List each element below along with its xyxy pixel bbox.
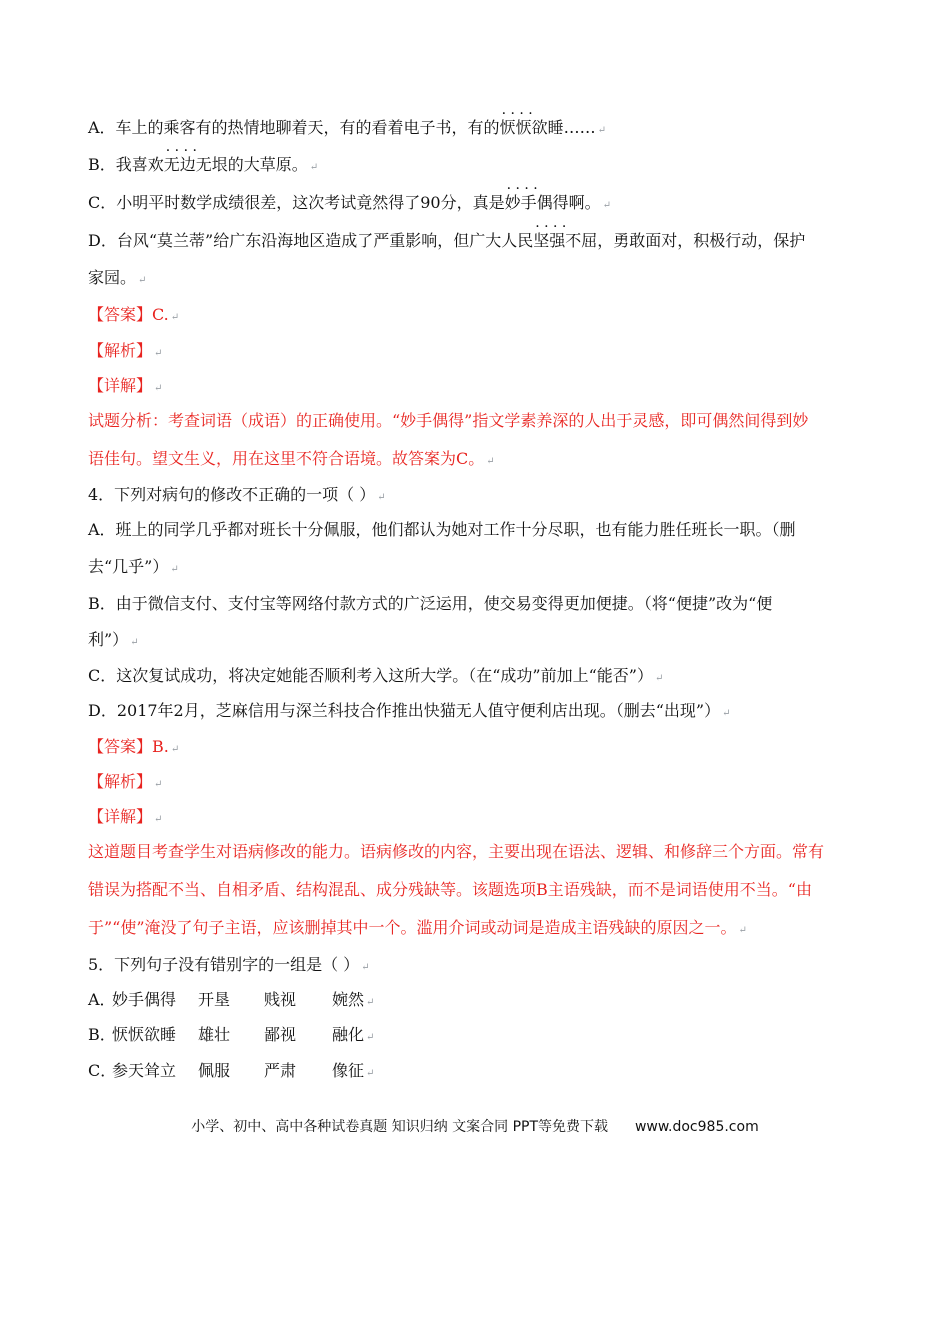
paragraph-mark-icon: ↵ <box>738 925 747 936</box>
q3-option-b <box>88 155 858 178</box>
footer-link[interactable]: www.doc985.com <box>634 1119 759 1135</box>
paragraph-mark-icon: ↵ <box>154 383 163 394</box>
q4-explanation-line1 <box>88 842 858 862</box>
q3-answer <box>88 305 858 328</box>
q4-option-b-line2-text: 利”） <box>88 630 129 649</box>
q4-option-b-line2 <box>88 630 858 653</box>
q3-explanation-text-1: 试题分析：考查词语（成语）的正确使用。“妙手偶得”指文学素养深的人出于灵感，即可偶然间得到妙 <box>88 411 809 430</box>
q3-option-d-line2 <box>88 268 858 291</box>
q3-option-c-emphasis: · · 妙手偶得 <box>505 193 569 213</box>
q3-option-d <box>88 231 858 251</box>
paragraph-mark-icon: ↵ <box>602 200 612 211</box>
q4-option-c-text: C．这次复试成功，将决定她能否顺利考入这所大学。（在“成功”前加上“能否”） <box>88 666 653 685</box>
q5-word: 婉然 <box>332 990 365 1009</box>
paragraph-mark-icon: ↵ <box>154 348 163 359</box>
q3-analysis-text: 【解析】 <box>88 341 153 360</box>
q4-explanation-text-2: 错误为搭配不当、自相矛盾、结构混乱、成分残缺等。该题选项B主语残缺，而不是词语使用不当。“由 <box>88 880 812 899</box>
q4-answer <box>88 737 858 760</box>
q4-option-d-text: D．2017年2月，芝麻信用与深兰科技合作推出快猫无人值守便利店出现。（删去“出现”） <box>88 701 721 720</box>
q4-explanation-line2 <box>88 880 858 900</box>
paragraph-mark-icon: ↵ <box>722 708 731 719</box>
q5-word: 像征 <box>332 1061 365 1080</box>
q5-word: 贱视 <box>264 990 297 1009</box>
q5-option-label: C． <box>88 1061 117 1080</box>
q3-explanation-text-2: 语佳句。望文生义，用在这里不符合语境。故答案为C。 <box>88 449 485 468</box>
q4-detail-text: 【详解】 <box>88 807 153 826</box>
q4-option-a-line2 <box>88 557 858 580</box>
q5-word: 恹恹欲睡 <box>112 1025 177 1044</box>
q3-option-a-ellipsis: …… <box>563 118 596 137</box>
q4-explanation-text-1: 这道题目考查学生对语病修改的能力。语病修改的内容，主要出现在语法、逻辑、和修辞三个方面。常有 <box>88 842 825 861</box>
q4-explanation-line3 <box>88 918 858 941</box>
q4-analysis-text: 【解析】 <box>88 772 153 791</box>
q4-analysis <box>88 772 858 795</box>
q5-word: 参天耸立 <box>112 1061 177 1080</box>
q3-option-b-tail: 的大草原。 <box>227 155 308 174</box>
q5-option-label: B． <box>88 1025 116 1044</box>
q3-option-d-text: D．台风“莫兰蒂”给广东沿海地区造成了严重影响，但广大人民 <box>88 231 534 250</box>
q3-option-d-tail: ，勇敢面对，积极行动，保护 <box>597 231 806 250</box>
paragraph-mark-icon: ↵ <box>138 275 147 286</box>
q5-option-a <box>88 990 858 1013</box>
paragraph-mark-icon: ↵ <box>170 744 180 755</box>
q4-stem <box>88 485 858 508</box>
paragraph-mark-icon: ↵ <box>486 456 495 467</box>
q4-option-a <box>88 520 858 540</box>
paragraph-mark-icon: ↵ <box>309 162 319 173</box>
footer-text: 小学、初中、高中各种试卷真题 知识归纳 文案合同 PPT等免费下载 <box>191 1119 609 1135</box>
q4-option-b-text: B．由于微信支付、支付宝等网络付款方式的广泛运用，使交易变得更加便捷。（将“便捷”改为“便 <box>88 594 773 613</box>
paragraph-mark-icon: ↵ <box>366 1068 375 1079</box>
q3-option-a-text: A．车上的乘客有的热情地聊着天，有的看着电子书，有的 <box>88 118 500 137</box>
q3-option-c <box>88 193 858 216</box>
paragraph-mark-icon: ↵ <box>654 673 664 684</box>
paragraph-mark-icon: ↵ <box>361 962 370 973</box>
q3-explanation-line2 <box>88 449 858 472</box>
q5-word: 开垦 <box>198 990 231 1009</box>
q4-option-b <box>88 594 858 614</box>
q4-option-c <box>88 666 858 689</box>
paragraph-mark-icon: ↵ <box>170 312 180 323</box>
q5-word: 佩服 <box>198 1061 231 1080</box>
q3-option-a-emphasis: · · 恹恹欲睡 <box>500 118 564 138</box>
q5-option-c <box>88 1061 858 1084</box>
q5-stem-text: 5．下列句子没有错别字的一组是（ ） <box>88 955 360 974</box>
q5-word: 鄙视 <box>264 1025 297 1044</box>
q5-word: 融化 <box>332 1025 365 1044</box>
q4-option-a-line2-text: 去“几乎”） <box>88 557 169 576</box>
q3-detail <box>88 376 858 399</box>
q3-detail-text: 【详解】 <box>88 376 153 395</box>
q4-option-d <box>88 701 858 724</box>
q5-stem <box>88 955 858 978</box>
q3-option-b-text: B．我喜欢 <box>88 155 164 174</box>
q5-option-b <box>88 1025 858 1048</box>
q4-stem-text: 4．下列对病句的修改不正确的一项（ ） <box>88 485 376 504</box>
q4-explanation-text-3: 于”“使”淹没了句子主语，应该删掉其中一个。滥用介词或动词是造成主语残缺的原因之一。 <box>88 918 737 937</box>
q3-option-d-line2-text: 家园。 <box>88 268 137 287</box>
paragraph-mark-icon: ↵ <box>130 637 139 648</box>
page-footer <box>0 1116 950 1136</box>
q3-option-c-tail: 啊。 <box>568 193 601 212</box>
q3-option-a <box>88 118 858 141</box>
q5-option-label: A． <box>88 990 116 1009</box>
q5-word: 妙手偶得 <box>112 990 177 1009</box>
q4-option-a-text: A．班上的同学几乎都对班长十分佩服，他们都认为她对工作十分尽职，也有能力胜任班长一职。（删 <box>88 520 796 539</box>
paragraph-mark-icon: ↵ <box>377 492 386 503</box>
q4-answer-text: 【答案】B. <box>88 737 169 756</box>
paragraph-mark-icon: ↵ <box>597 125 606 136</box>
paragraph-mark-icon: ↵ <box>366 997 375 1008</box>
q3-analysis <box>88 341 858 364</box>
q3-explanation-line1 <box>88 411 858 431</box>
q5-word: 严肃 <box>264 1061 297 1080</box>
paragraph-mark-icon: ↵ <box>154 779 163 790</box>
q3-option-d-emphasis: · · 坚强不屈 <box>533 231 597 251</box>
q3-option-c-text: C．小明平时数学成绩很差，这次考试竟然得了90分，真是 <box>88 193 505 212</box>
q3-option-b-emphasis: · · 无边无垠 <box>164 155 228 175</box>
q5-word: 雄壮 <box>198 1025 231 1044</box>
q4-detail <box>88 807 858 830</box>
paragraph-mark-icon: ↵ <box>366 1032 375 1043</box>
paragraph-mark-icon: ↵ <box>170 564 179 575</box>
q3-answer-text: 【答案】C. <box>88 305 169 324</box>
paragraph-mark-icon: ↵ <box>154 814 163 825</box>
